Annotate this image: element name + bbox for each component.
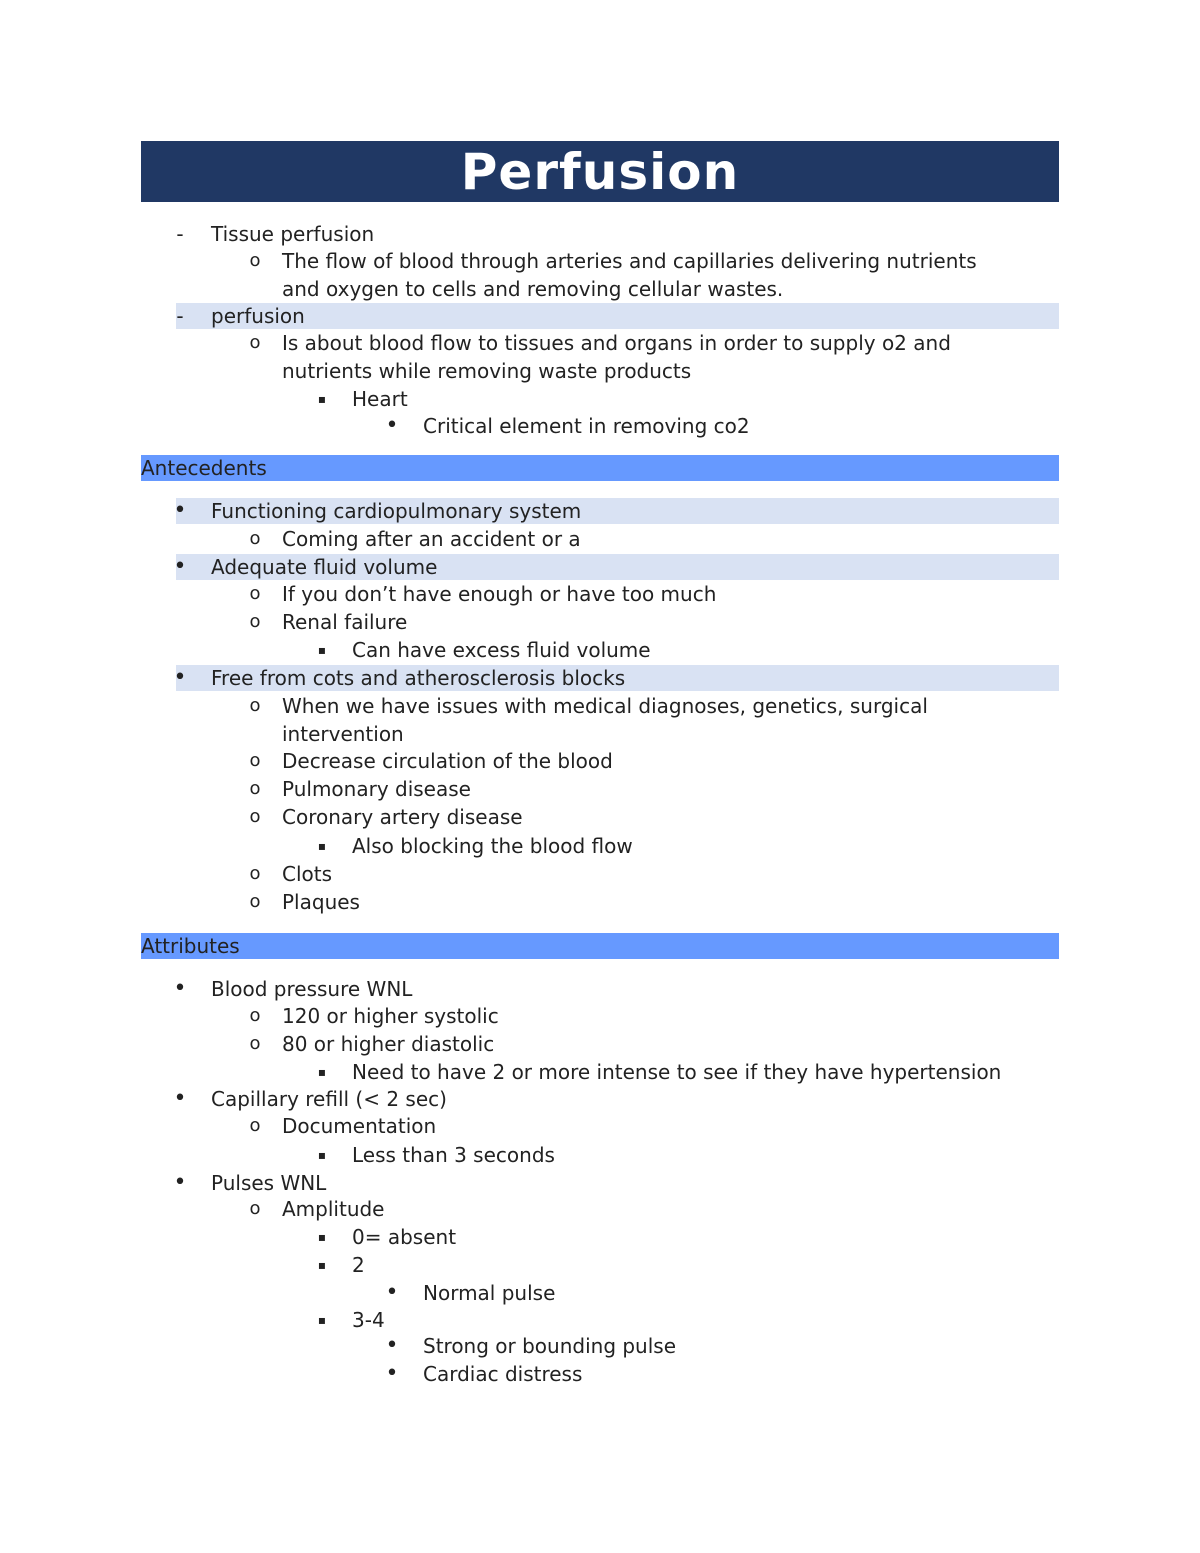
list-item: ▪ Less than 3 seconds (317, 1143, 555, 1167)
list-item: ▪ 0= absent (317, 1225, 457, 1249)
list-item-continuation: and oxygen to cells and removing cellular wastes. (282, 277, 784, 301)
list-item: o If you don’t have enough or have too much (249, 582, 717, 606)
list-item: o Coming after an accident or a (249, 527, 581, 551)
list-item: • Cardiac distress (385, 1361, 583, 1386)
list-item: o Is about blood flow to tissues and organs in order to supply o2 and (249, 331, 951, 355)
list-item: ▪ Need to have 2 or more intense to see if they have hypertension (317, 1060, 1002, 1084)
list-item: ▪ 3-4 (317, 1308, 385, 1332)
list-item: o 120 or higher systolic (249, 1004, 499, 1028)
list-item: • Strong or bounding pulse (385, 1333, 677, 1358)
list-item: o Plaques (249, 890, 360, 914)
list-item: ▪ 2 (317, 1253, 365, 1277)
list-item: o Decrease circulation of the blood (249, 749, 613, 773)
list-item: ▪ Also blocking the blood flow (317, 834, 633, 858)
list-item-continuation: nutrients while removing waste products (282, 359, 692, 383)
list-item: • Adequate fluid volume (173, 554, 438, 579)
list-item: ▪ Heart (317, 387, 408, 411)
list-item: o Renal failure (249, 610, 408, 634)
section-heading-attributes: Attributes (141, 933, 1059, 959)
list-item: ▪ Can have excess fluid volume (317, 638, 651, 662)
list-item: o When we have issues with medical diagnoses, genetics, surgical (249, 694, 928, 718)
list-item: o Pulmonary disease (249, 777, 471, 801)
list-item: • Capillary refill (< 2 sec) (173, 1086, 447, 1111)
section-heading-antecedents: Antecedents (141, 455, 1059, 481)
list-item: o The flow of blood through arteries and capillaries delivering nutrients (249, 249, 977, 273)
list-item: • Blood pressure WNL (173, 976, 413, 1001)
list-item: • Normal pulse (385, 1280, 556, 1305)
list-item: o Amplitude (249, 1197, 385, 1221)
list-item: - Tissue perfusion (176, 222, 375, 246)
list-item-continuation: intervention (282, 722, 404, 746)
list-item: • Functioning cardiopulmonary system (173, 498, 582, 523)
list-item: • Pulses WNL (173, 1170, 327, 1195)
list-item: o Coronary artery disease (249, 805, 523, 829)
list-item: o Clots (249, 862, 333, 886)
list-item: o Documentation (249, 1114, 437, 1138)
list-item: o 80 or higher diastolic (249, 1032, 495, 1056)
list-item: • Free from cots and atherosclerosis blocks (173, 665, 626, 690)
list-item: - perfusion (176, 304, 305, 328)
list-item: • Critical element in removing co2 (385, 413, 750, 438)
page-title: Perfusion (141, 141, 1059, 202)
